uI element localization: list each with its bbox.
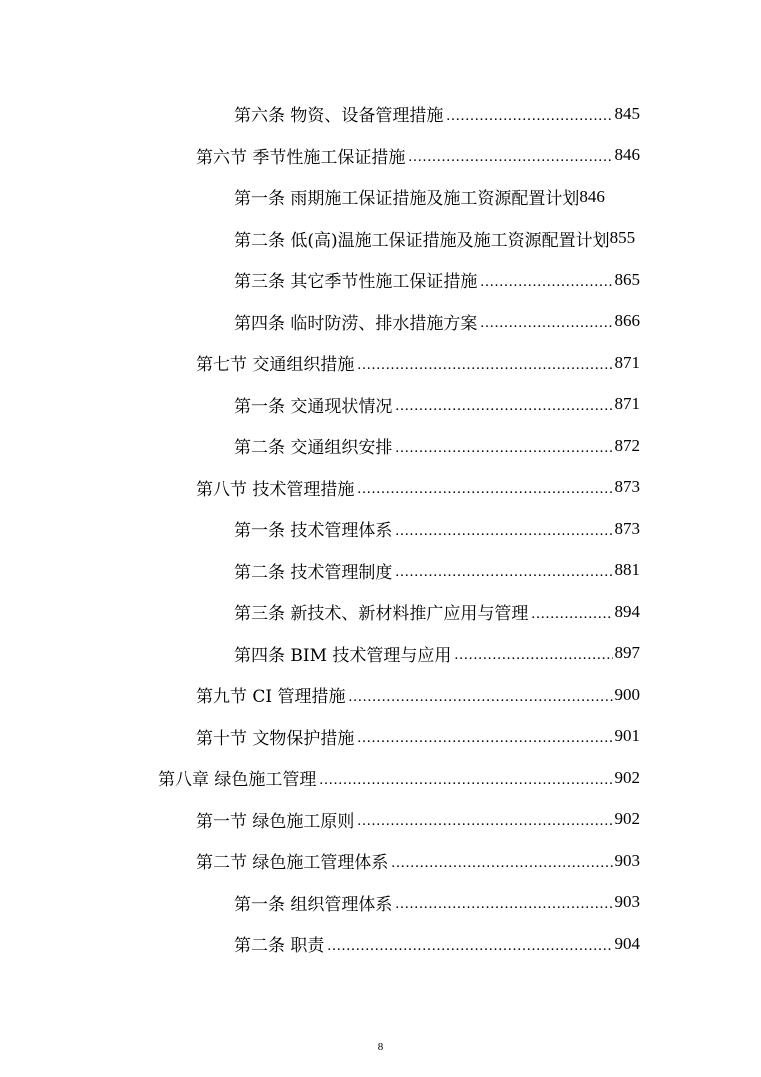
toc-entry-page: 845	[614, 103, 640, 123]
toc-entry-title: 第八章 绿色施工管理	[158, 770, 317, 791]
toc-entry-page: 866	[614, 311, 640, 331]
toc-entry-title: 第二条 交通组织安排	[234, 438, 393, 459]
toc-entry[interactable]	[0, 508, 761, 550]
toc-entry-page: 871	[614, 394, 640, 414]
toc-entry-page: 871	[614, 352, 640, 372]
dot-leader	[480, 274, 612, 301]
dot-leader	[395, 440, 612, 467]
toc-entry[interactable]	[0, 467, 761, 509]
toc-entry-title: 第一条 技术管理体系	[234, 521, 393, 542]
toc-entry[interactable]	[0, 716, 761, 758]
page-number: 8	[377, 1041, 384, 1053]
toc-entry[interactable]	[0, 425, 761, 467]
toc-entry-page: 901	[614, 726, 640, 746]
toc-entry[interactable]	[0, 93, 761, 135]
toc-entry-page: 873	[614, 477, 640, 497]
toc-entry-page: 903	[614, 850, 640, 870]
toc-entry-title: 第六条 物资、设备管理措施	[234, 106, 444, 127]
toc-entry-page: 855	[609, 228, 636, 248]
toc-entry-title: 第八节 技术管理措施	[196, 479, 355, 500]
toc-entry[interactable]	[0, 799, 761, 841]
toc-entry[interactable]	[0, 301, 761, 343]
toc-entry[interactable]	[0, 633, 761, 675]
toc-entry[interactable]	[0, 259, 761, 301]
toc-entry-page: 894	[614, 601, 640, 621]
toc-entry-page: 872	[614, 435, 640, 455]
toc-entry-title: 第九节 CI 管理措施	[196, 687, 346, 708]
dot-leader	[395, 896, 612, 923]
toc-entry[interactable]	[0, 923, 761, 965]
toc-entry-title: 第一条 交通现状情况	[234, 396, 393, 417]
dot-leader	[357, 481, 612, 508]
toc-entry[interactable]	[0, 674, 761, 716]
toc-entry-title: 第二条 低(高)温施工保证措施及施工资源配置计划	[234, 230, 610, 251]
dot-leader	[395, 523, 612, 550]
toc-entry-title: 第一条 雨期施工保证措施及施工资源配置计划	[234, 189, 580, 210]
toc-entry-title: 第一条 组织管理体系	[234, 894, 393, 915]
dot-leader	[408, 149, 612, 176]
toc-entry-page: 873	[614, 518, 640, 538]
toc-entry-title: 第四条 BIM 技术管理与应用	[234, 645, 452, 666]
toc-entry[interactable]	[0, 135, 761, 177]
toc-entry-page: 902	[614, 809, 640, 829]
toc-entry[interactable]	[0, 342, 761, 384]
dot-leader	[319, 772, 612, 799]
toc-entry-title: 第二条 职责	[234, 936, 325, 957]
toc-entry-page: 897	[614, 643, 640, 663]
toc-entry[interactable]	[0, 757, 761, 799]
toc-entry-title: 第七节 交通组织措施	[196, 355, 355, 376]
toc-entry[interactable]	[0, 384, 761, 426]
toc-entry[interactable]	[0, 218, 761, 260]
toc-entry[interactable]	[0, 882, 761, 924]
toc-entry-page: 846	[579, 186, 605, 206]
toc-entry-title: 第一节 绿色施工原则	[196, 811, 355, 832]
dot-leader	[446, 108, 612, 135]
toc-entry-page: 865	[614, 269, 640, 289]
toc-entry-title: 第四条 临时防涝、排水措施方案	[234, 313, 478, 334]
toc-entry-page: 846	[614, 145, 640, 165]
dot-leader	[349, 689, 613, 716]
toc-entry-page: 881	[614, 560, 640, 580]
toc-entry-page: 904	[614, 933, 640, 953]
dot-leader	[327, 938, 612, 965]
toc-entry-title: 第二节 绿色施工管理体系	[196, 853, 389, 874]
toc-entry-page: 902	[614, 767, 640, 787]
toc-entry-title: 第二条 技术管理制度	[234, 562, 393, 583]
dot-leader	[357, 730, 612, 757]
dot-leader	[480, 315, 612, 342]
dot-leader	[454, 647, 612, 674]
toc-entry[interactable]	[0, 176, 761, 218]
toc-entry-page: 903	[614, 892, 640, 912]
dot-leader	[395, 398, 612, 425]
toc-entry[interactable]	[0, 550, 761, 592]
dot-leader	[391, 855, 612, 882]
dot-leader	[395, 564, 612, 591]
table-of-contents	[0, 93, 761, 965]
toc-entry[interactable]	[0, 840, 761, 882]
dot-leader	[357, 813, 612, 840]
toc-entry-title: 第六节 季节性施工保证措施	[196, 147, 406, 168]
toc-entry-page: 900	[614, 684, 640, 704]
toc-entry-title: 第三条 其它季节性施工保证措施	[234, 272, 478, 293]
toc-entry-title: 第十节 文物保护措施	[196, 728, 355, 749]
dot-leader	[531, 606, 612, 633]
toc-entry-title: 第三条 新技术、新材料推广应用与管理	[234, 604, 529, 625]
toc-entry[interactable]	[0, 591, 761, 633]
dot-leader	[357, 357, 612, 384]
